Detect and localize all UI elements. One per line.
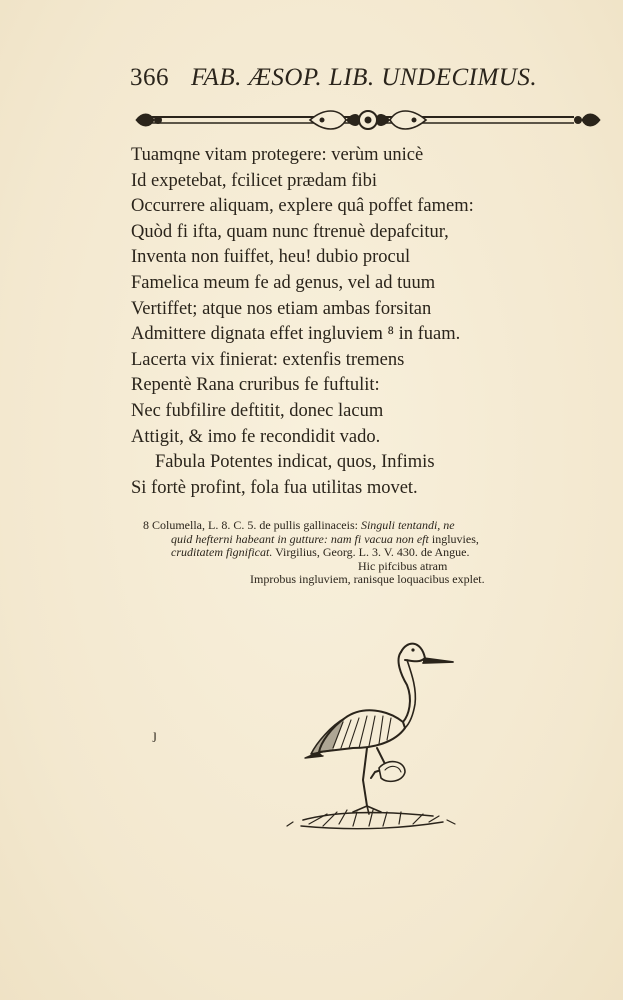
verse-line: Si fortè profint, fola fua utilitas movet. [131,477,418,498]
footnote-italic: quid hefterni habeant in gutture: nam fi vacua non eft [171,531,429,546]
verse-line: Attigit, & imo fe recondidit vado. [131,426,381,447]
running-title: FAB. ÆSOP. LIB. UNDECIMUS. [191,64,538,91]
footnote [143,519,613,587]
verse-line: Id expetebat, fcilicet prædam fibi [131,170,378,191]
running-header [130,64,570,92]
verse-line: Repentè Rana cruribus fe fuftulit: [131,375,380,396]
footnote-text: ingluvies, [428,531,479,546]
footnote-quote-line: Improbus ingluviem, ranisque loquacibus explet. [250,572,485,587]
verse-line: Vertiffet; atque nos etiam ambas forsitan [131,298,432,319]
verse-line: Nec fubfilire deftitit, donec lacum [131,400,384,421]
ornamental-rule [134,108,602,134]
margin-mark: ȷ [153,728,157,743]
verse-block [131,143,591,501]
footnote-quote-line: Hic pifcibus atram [358,558,448,573]
footnote-italic: cruditatem fignificat. [171,545,273,560]
page-number: 366 [130,64,169,91]
footnote-text: 8 Columella, L. 8. C. 5. de pullis gallinaceis: [143,518,361,532]
stork-illustration [283,630,458,840]
verse-line: Lacerta vix finierat: extenfis tremens [131,349,405,370]
verse-line: Tuamqne vitam protegere: verùm unicè [131,145,424,165]
verse-line: Admittere dignata effet ingluviem ⁸ in fuam. [131,324,461,345]
footnote-italic: Singuli tentandi, ne [360,518,455,532]
verse-line: Inventa non fuiffet, heu! dubio procul [131,247,411,268]
verse-line: Famelica meum fe ad genus, vel ad tuum [131,272,436,293]
verse-line: Occurrere aliquam, explere quâ poffet famem: [131,196,474,217]
verse-line-moral: Fabula Potentes indicat, quos, Infimis [155,452,435,473]
verse-line: Quòd fi ifta, quam nunc ftrenuè depafcitur, [131,221,449,242]
footnote-text: Virgilius, Georg. L. 3. V. 430. de Angue. [272,545,470,560]
